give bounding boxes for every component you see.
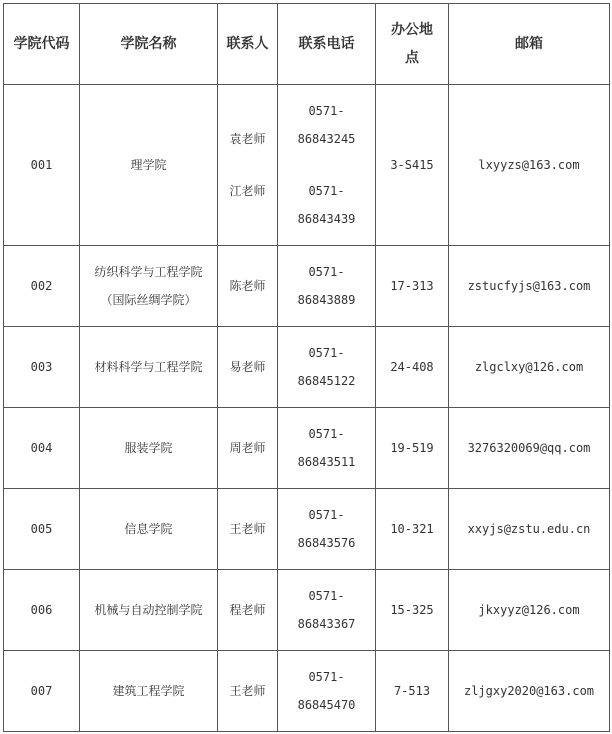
contact-person: 王老师 (218, 651, 278, 732)
phone-number: 86843889 (297, 293, 356, 307)
phone-cell (278, 651, 376, 732)
table-row (4, 85, 610, 246)
contact-person-cell (218, 85, 278, 246)
table-row (4, 408, 610, 489)
header-college-code: 学院代码 (4, 4, 80, 85)
phone-prefix: 0571- (308, 184, 345, 198)
college-contact-table (3, 3, 610, 732)
table-row (4, 489, 610, 570)
phone-number: 86843245 (297, 132, 356, 146)
header-contact-person: 联系人 (218, 4, 278, 85)
college-name-cell (80, 246, 218, 327)
phone-number: 86843576 (297, 536, 356, 550)
email-address: xxyjs@zstu.edu.cn (449, 489, 610, 570)
table-row (4, 246, 610, 327)
college-name: 理学院 (80, 85, 218, 246)
email-address: 3276320069@qq.com (449, 408, 610, 489)
college-name: 材料科学与工程学院 (80, 327, 218, 408)
office-location: 17-313 (376, 246, 449, 327)
header-email: 邮箱 (449, 4, 610, 85)
college-name: 纺织科学与工程学院 (94, 265, 203, 279)
contact-person: 易老师 (218, 327, 278, 408)
phone-cell (278, 408, 376, 489)
phone-cell (278, 246, 376, 327)
phone-number: 86843439 (297, 212, 356, 226)
email-address: zstucfyjs@163.com (449, 246, 610, 327)
header-phone: 联系电话 (278, 4, 376, 85)
college-name-alt: （国际丝绸学院） (100, 293, 197, 307)
table-row (4, 651, 610, 732)
header-college-name: 学院名称 (80, 4, 218, 85)
college-code: 005 (4, 489, 80, 570)
college-code: 004 (4, 408, 80, 489)
contact-person: 周老师 (218, 408, 278, 489)
phone-number: 86845122 (297, 374, 356, 388)
college-code: 007 (4, 651, 80, 732)
email-address: jkxyyz@126.com (449, 570, 610, 651)
office-location: 7-513 (376, 651, 449, 732)
office-location: 19-519 (376, 408, 449, 489)
table-header-row (4, 4, 610, 85)
contact-person: 陈老师 (218, 246, 278, 327)
email-address: zlgclxy@126.com (449, 327, 610, 408)
college-name: 机械与自动控制学院 (80, 570, 218, 651)
phone-prefix: 0571- (308, 104, 345, 118)
office-location: 24-408 (376, 327, 449, 408)
phone-number: 86843367 (297, 617, 356, 631)
phone-number: 86845470 (297, 698, 356, 712)
phone-prefix: 0571- (308, 589, 345, 603)
college-code: 003 (4, 327, 80, 408)
phone-cell (278, 489, 376, 570)
header-office: 办公地点 (376, 4, 449, 85)
contact-person: 江老师 (229, 184, 266, 198)
phone-cell (278, 85, 376, 246)
contact-person: 王老师 (218, 489, 278, 570)
college-code: 002 (4, 246, 80, 327)
email-address: lxyyzs@163.com (449, 85, 610, 246)
table-row (4, 327, 610, 408)
college-name: 服装学院 (80, 408, 218, 489)
office-location: 3-S415 (376, 85, 449, 246)
college-code: 006 (4, 570, 80, 651)
contact-person: 袁老师 (229, 132, 266, 146)
contact-person: 程老师 (218, 570, 278, 651)
table-row (4, 570, 610, 651)
phone-prefix: 0571- (308, 346, 345, 360)
phone-prefix: 0571- (308, 265, 345, 279)
phone-prefix: 0571- (308, 670, 345, 684)
phone-number: 86843511 (297, 455, 356, 469)
phone-cell (278, 570, 376, 651)
phone-prefix: 0571- (308, 427, 345, 441)
phone-prefix: 0571- (308, 508, 345, 522)
college-code: 001 (4, 85, 80, 246)
office-location: 10-321 (376, 489, 449, 570)
phone-cell (278, 327, 376, 408)
college-name: 建筑工程学院 (80, 651, 218, 732)
office-location: 15-325 (376, 570, 449, 651)
college-name: 信息学院 (80, 489, 218, 570)
email-address: zljgxy2020@163.com (449, 651, 610, 732)
